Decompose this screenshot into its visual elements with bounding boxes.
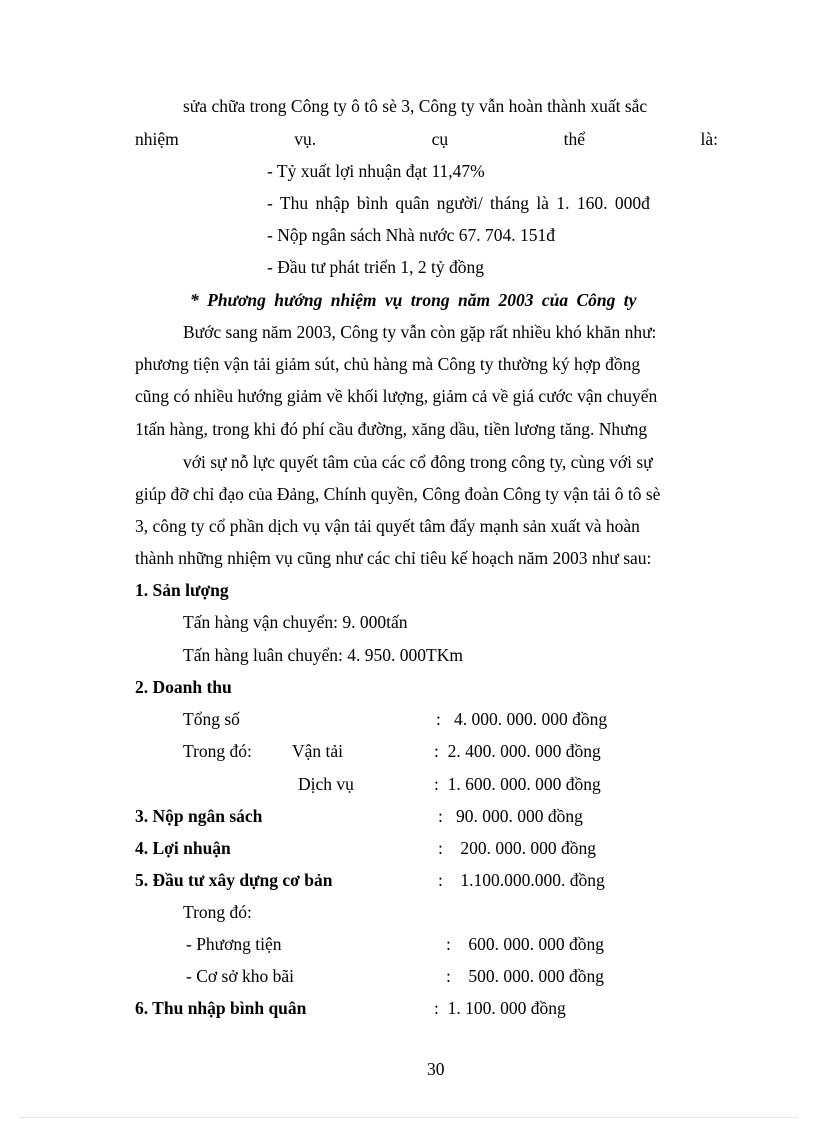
row-label: - Phương tiện (186, 934, 282, 954)
row-label: Trong đó: (183, 902, 252, 922)
word: vụ. (294, 129, 317, 149)
row-value: : 500. 000. 000 đồng (446, 966, 604, 986)
word: là: (700, 129, 718, 149)
row-label: - Cơ sở kho bãi (186, 966, 294, 986)
section-heading: 1. Sản lượng (135, 580, 229, 600)
paragraph-line: 3, công ty cổ phần dịch vụ vận tải quyết tâm đẩy mạnh sản xuất và hoàn (135, 516, 640, 536)
section-item: Tấn hàng vận chuyển: 9. 000tấn (183, 612, 408, 632)
row-label: Dịch vụ (298, 774, 354, 794)
row-value: : 200. 000. 000 đồng (438, 838, 596, 858)
word: nhiệm (135, 129, 179, 149)
row-value: : 600. 000. 000 đồng (446, 934, 604, 954)
paragraph-line: Bước sang năm 2003, Công ty vẫn còn gặp rất nhiều khó khăn như: (183, 322, 657, 342)
section-heading: 5. Đầu tư xây dựng cơ bản (135, 870, 333, 890)
achievement-item: - Thu nhập bình quân người/ tháng là 1. 160. 000đ (267, 193, 650, 213)
paragraph-line: cũng có nhiều hướng giảm về khối lượng, giảm cả về giá cước vận chuyển (135, 386, 658, 406)
achievement-item: - Nộp ngân sách Nhà nước 67. 704. 151đ (267, 225, 555, 245)
direction-heading: * Phương hướng nhiệm vụ trong năm 2003 của Công ty (190, 290, 637, 310)
section-item: Tấn hàng luân chuyển: 4. 950. 000TKm (183, 645, 463, 665)
word: thể (563, 129, 585, 149)
achievement-item: - Tỷ xuất lợi nhuận đạt 11,47% (267, 161, 485, 181)
row-value: : 1. 600. 000. 000 đồng (434, 774, 601, 794)
section-heading: 2. Doanh thu (135, 677, 232, 697)
paragraph-line: 1tấn hàng, trong khi đó phí cầu đường, xăng dầu, tiền lương tăng. Nhưng (135, 419, 648, 439)
paragraph-line-justified (135, 128, 718, 150)
word: cụ (431, 129, 449, 149)
row-label: Trong đó: (183, 741, 252, 761)
row-value: : 2. 400. 000. 000 đồng (434, 741, 601, 761)
page-number: 30 (427, 1059, 445, 1079)
row-label: Tổng số (183, 709, 240, 729)
section-heading: 6. Thu nhập bình quân (135, 998, 307, 1018)
section-heading: 4. Lợi nhuận (135, 838, 231, 858)
paragraph-line: sửa chữa trong Công ty ô tô sè 3, Công ty vẫn hoàn thành xuất sắc (183, 96, 648, 116)
row-value: : 1. 100. 000 đồng (434, 998, 566, 1018)
row-value: : 4. 000. 000. 000 đồng (436, 709, 608, 729)
paragraph-line: phương tiện vận tải giảm sút, chủ hàng mà Công ty thường ký hợp đồng (135, 354, 641, 374)
page-bottom-border (20, 1117, 796, 1118)
row-value: : 90. 000. 000 đồng (438, 806, 583, 826)
paragraph-line: thành những nhiệm vụ cũng như các chỉ tiêu kế hoạch năm 2003 như sau: (135, 548, 652, 568)
achievement-item: - Đầu tư phát triển 1, 2 tỷ đồng (267, 257, 485, 277)
paragraph-line: với sự nỗ lực quyết tâm của các cổ đông trong công ty, cùng với sự (183, 452, 653, 472)
paragraph-line: giúp đỡ chỉ đạo của Đảng, Chính quyền, Công đoàn Công ty vận tải ô tô sè (135, 484, 661, 504)
row-value: : 1.100.000.000. đồng (438, 870, 605, 890)
section-heading: 3. Nộp ngân sách (135, 806, 263, 826)
row-label: Vận tải (292, 741, 344, 761)
